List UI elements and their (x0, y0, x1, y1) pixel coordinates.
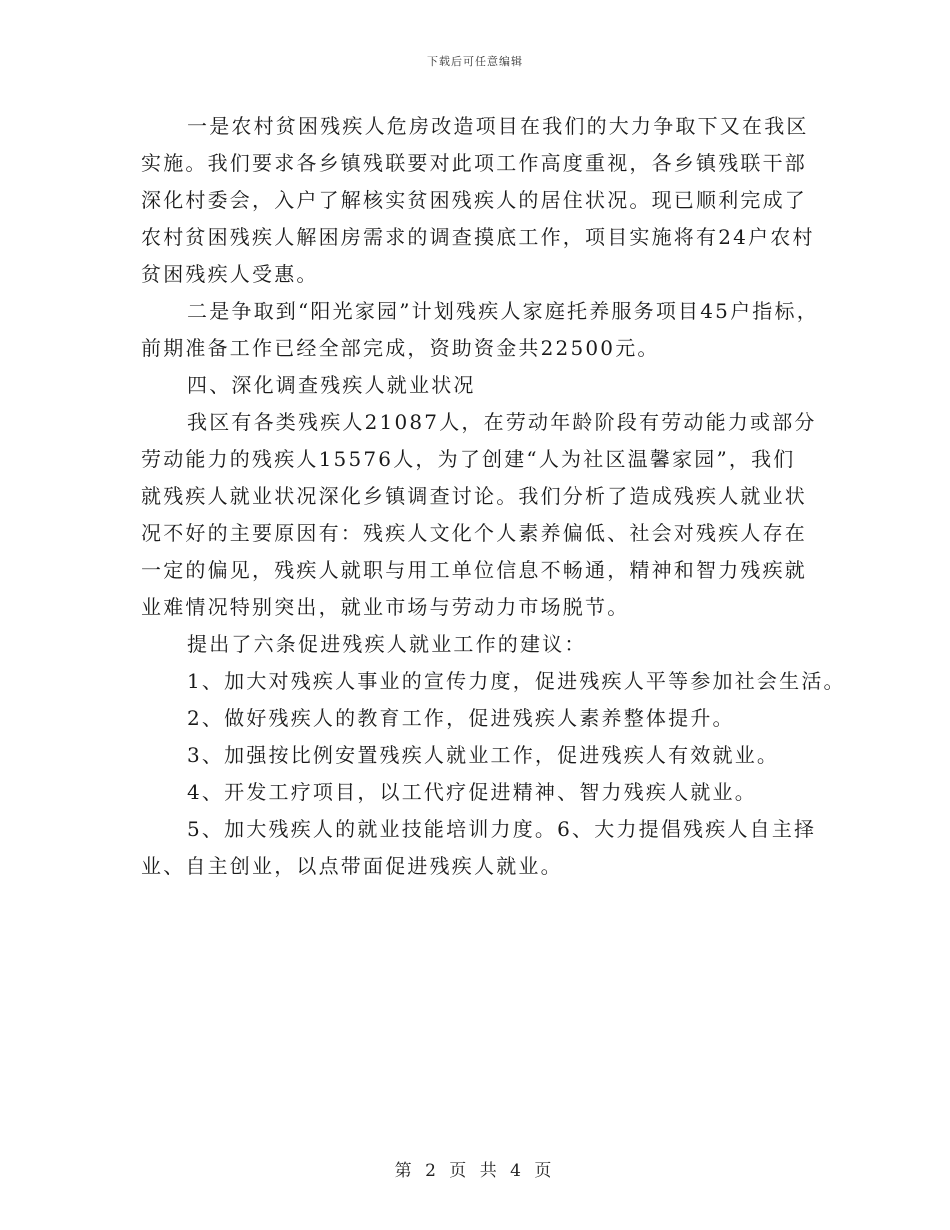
text-line: 劳动能力的残疾人15576人，为了创建“人为社区温馨家园”，我们 (141, 447, 796, 471)
text-line: 深化村委会，入户了解核实贫困残疾人的居住状况。现已顺利完成了 (141, 188, 807, 212)
list-item: 2、做好残疾人的教育工作，促进残疾人素养整体提升。 (187, 706, 735, 730)
document-body (141, 108, 846, 885)
list-item: 5、加大残疾人的就业技能培训力度。6、大力提倡残疾人自主择 (187, 817, 817, 841)
text-line: 提出了六条促进残疾人就业工作的建议： (187, 632, 587, 656)
page-header: 下载后可任意编辑 (427, 55, 523, 68)
text-line: 一定的偏见，残疾人就职与用工单位信息不畅通，精神和智力残疾就 (141, 558, 807, 582)
text-line: 前期准备工作已经全部完成，资助资金共22500元。 (141, 336, 660, 360)
text-line: 二是争取到“阳光家园”计划残疾人家庭托养服务项目45户指标， (187, 299, 819, 323)
text-line: 农村贫困残疾人解困房需求的调查摸底工作，项目实施将有24户农村 (141, 225, 815, 249)
section-heading: 四、深化调查残疾人就业状况 (187, 373, 476, 397)
list-item: 业、自主创业，以点带面促进残疾人就业。 (141, 854, 563, 878)
list-item: 1、加大对残疾人事业的宣传力度，促进残疾人平等参加社会生活。 (187, 669, 846, 693)
text-line: 实施。我们要求各乡镇残联要对此项工作高度重视，各乡镇残联干部 (141, 151, 807, 175)
list-item: 3、加强按比例安置残疾人就业工作，促进残疾人有效就业。 (187, 743, 780, 767)
text-line: 况不好的主要原因有：残疾人文化个人素养偏低、社会对残疾人存在 (141, 521, 807, 545)
text-line: 一是农村贫困残疾人危房改造项目在我们的大力争取下又在我区 (187, 114, 809, 138)
list-item: 4、开发工疗项目，以工代疗促进精神、智力残疾人就业。 (187, 780, 757, 804)
text-line: 就残疾人就业状况深化乡镇调查讨论。我们分析了造成残疾人就业状 (141, 484, 807, 508)
page-footer: 第 2 页 共 4 页 (394, 1161, 556, 1181)
text-line: 我区有各类残疾人21087人，在劳动年龄阶段有劳动能力或部分 (187, 410, 817, 434)
text-line: 业难情况特别突出，就业市场与劳动力市场脱节。 (141, 595, 630, 619)
text-line: 贫困残疾人受惠。 (141, 262, 319, 286)
